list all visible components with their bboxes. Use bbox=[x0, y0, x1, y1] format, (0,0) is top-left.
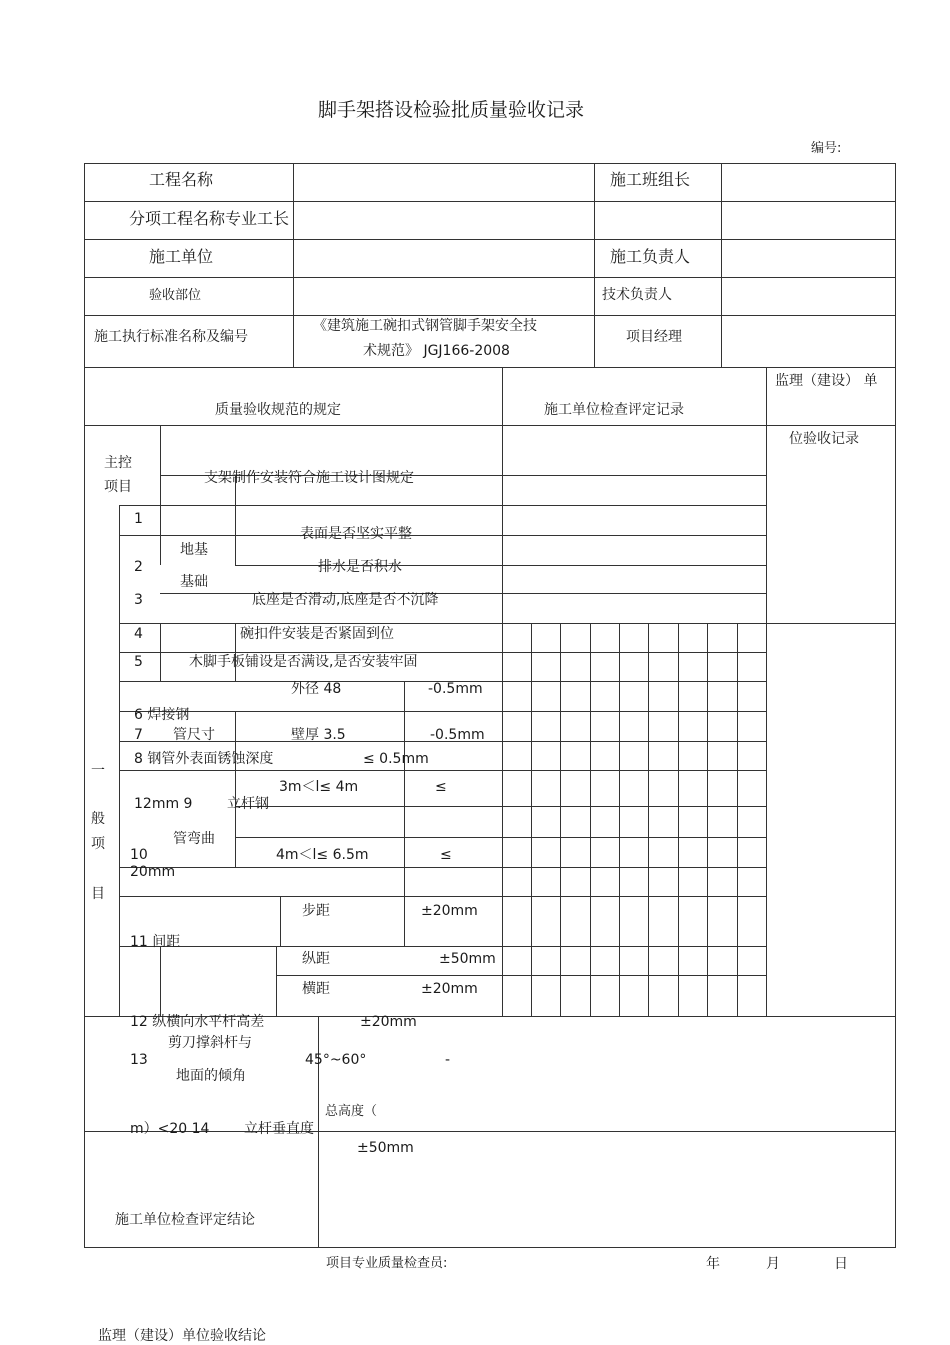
angle-dash: - bbox=[445, 1052, 451, 1068]
angle-value: 45°~60° bbox=[305, 1052, 367, 1068]
spacing-label: 11 间距 bbox=[130, 934, 181, 950]
main-control-label-2: 项目 bbox=[104, 479, 132, 495]
total-height-label: 总高度（ bbox=[325, 1104, 378, 1119]
foundation-label-1: 地基 bbox=[180, 542, 208, 558]
sub-project-label: 分项工程名称专业工长 bbox=[129, 209, 290, 228]
tech-head-label: 技术负责人 bbox=[602, 287, 672, 303]
outer-diameter-item: 外径 48 bbox=[291, 681, 342, 697]
verticality-tolerance: ±50mm bbox=[357, 1140, 414, 1156]
construction-head-label: 施工负责人 bbox=[610, 247, 691, 266]
main-control-label-1: 主控 bbox=[104, 455, 132, 471]
standard-value-line1: 《建筑施工碗扣式钢管脚手架安全技 bbox=[313, 318, 537, 334]
surface-item: 表面是否坚实平整 bbox=[300, 526, 412, 542]
month-label: 月 bbox=[766, 1256, 780, 1272]
construction-unit-label: 施工单位 bbox=[149, 247, 214, 266]
project-manager-label: 项目经理 bbox=[626, 329, 682, 345]
bend-range-1: 3m＜l≤ 4m bbox=[279, 779, 359, 795]
supervision-column-header-1: 监理（建设） 单 bbox=[775, 373, 878, 389]
wood-board-item: 木脚手板铺设是否满设,是否安装牢固 bbox=[189, 654, 418, 670]
bend-limit-20mm: 20mm bbox=[130, 864, 176, 880]
spec-column-header: 质量验收规范的规定 bbox=[215, 402, 341, 418]
foundation-label-2: 基础 bbox=[180, 574, 208, 590]
wall-thickness-tolerance: -0.5mm bbox=[430, 727, 485, 743]
day-label: 日 bbox=[834, 1256, 848, 1272]
item-number: 7 bbox=[134, 727, 143, 743]
check-record-column-header: 施工单位检查评定记录 bbox=[544, 402, 684, 418]
year-label: 年 bbox=[706, 1256, 720, 1272]
inspector-label: 项目专业质量检查员: bbox=[326, 1256, 448, 1271]
item-number: 2 bbox=[134, 559, 143, 575]
outer-diameter-tolerance: -0.5mm bbox=[428, 681, 483, 697]
pipe-bend-label: 管弯曲 bbox=[173, 831, 215, 847]
vertical-pole-label: 立杆钢 bbox=[227, 796, 269, 812]
base-item: 底座是否滑动,底座是否不沉降 bbox=[252, 592, 439, 608]
bowl-buckle-item: 碗扣件安装是否紧固到位 bbox=[240, 626, 394, 642]
item-number: 5 bbox=[134, 654, 143, 670]
general-label-char: 目 bbox=[91, 886, 105, 902]
standard-value-line2: 术规范》 JGJ166-2008 bbox=[363, 343, 510, 359]
supervision-conclusion-label: 监理（建设）单位验收结论 bbox=[98, 1328, 266, 1344]
general-label-char: 项 bbox=[91, 836, 105, 852]
verticality-label: 立杆垂直度 bbox=[244, 1121, 314, 1137]
brace-label-1: 剪刀撑斜杆与 bbox=[168, 1035, 252, 1051]
item-number: 3 bbox=[134, 592, 143, 608]
general-label-char: 般 bbox=[91, 811, 105, 827]
pipe-size-label: 管尺寸 bbox=[173, 727, 215, 743]
horizontal-bar-tolerance: ±20mm bbox=[360, 1014, 417, 1030]
project-name-label: 工程名称 bbox=[149, 170, 214, 189]
general-label-char: 一 bbox=[91, 763, 105, 779]
acceptance-part-label: 验收部位 bbox=[149, 288, 202, 303]
step-item: 步距 bbox=[302, 903, 330, 919]
step-tolerance: ±20mm bbox=[421, 903, 478, 919]
bend-range-2: 4m＜l≤ 6.5m bbox=[276, 847, 369, 863]
item-number: 10 bbox=[130, 847, 148, 863]
team-leader-label: 施工班组长 bbox=[610, 170, 691, 189]
item-number: 4 bbox=[134, 626, 143, 642]
bend-le-2: ≤ bbox=[440, 847, 452, 863]
item-number: 1 bbox=[134, 511, 143, 527]
transverse-item: 横距 bbox=[302, 981, 330, 997]
bend-le-1: ≤ bbox=[435, 779, 447, 795]
transverse-tolerance: ±20mm bbox=[421, 981, 478, 997]
brace-label-2: 地面的倾角 bbox=[176, 1068, 246, 1084]
welded-pipe-label: 6 焊接钢 bbox=[134, 707, 190, 723]
supervision-column-header-2: 位验收记录 bbox=[789, 431, 859, 447]
code-label: 编号: bbox=[811, 141, 842, 156]
wall-thickness-item: 壁厚 3.5 bbox=[291, 727, 346, 743]
rust-depth-item: 8 钢管外表面锈蚀深度 bbox=[134, 751, 274, 767]
page-title: 脚手架搭设检验批质量验收记录 bbox=[318, 99, 585, 121]
drainage-item: 排水是否积水 bbox=[318, 559, 402, 575]
conclusion-label: 施工单位检查评定结论 bbox=[115, 1212, 255, 1228]
horizontal-bar-item: 12 纵横向水平杆高差 bbox=[130, 1014, 265, 1030]
bend-limit-12mm: 12mm 9 bbox=[134, 796, 193, 812]
rust-depth-tolerance: ≤ 0.5mm bbox=[363, 751, 429, 767]
standard-label: 施工执行标准名称及编号 bbox=[94, 329, 248, 345]
main-control-item: 支架制作安装符合施工设计图规定 bbox=[204, 470, 414, 486]
longitudinal-tolerance: ±50mm bbox=[439, 951, 496, 967]
longitudinal-item: 纵距 bbox=[302, 951, 330, 967]
item-number: 13 bbox=[130, 1052, 148, 1068]
total-height-limit: m）<20 14 bbox=[130, 1121, 210, 1137]
